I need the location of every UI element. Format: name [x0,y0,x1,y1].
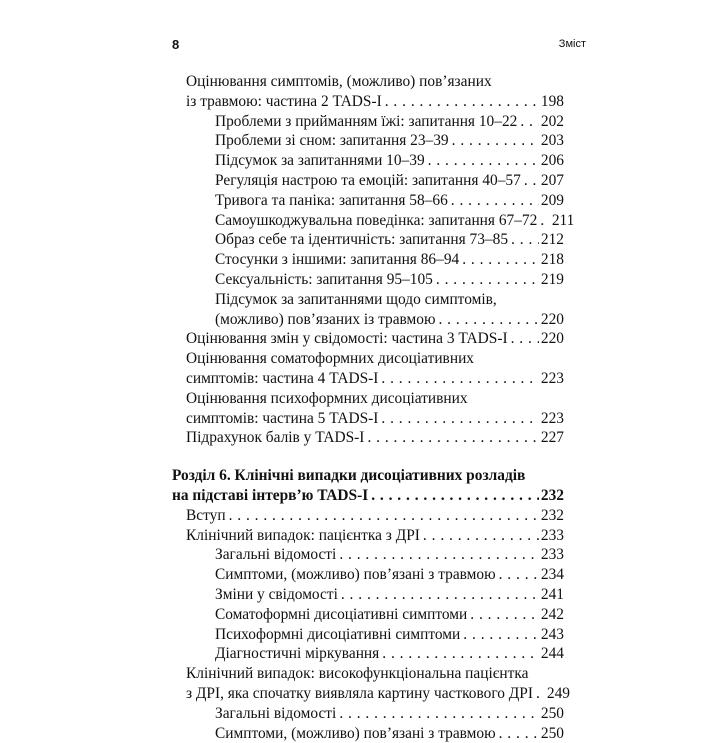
dot-leader [467,605,539,625]
toc-entry-final-line [215,585,564,605]
toc-entry-title-line: Зміни у свідомості [215,585,338,605]
toc-page-number: 223 [539,409,564,429]
dot-leader [378,369,539,389]
table-of-contents [172,72,564,743]
toc-entry-final-line [215,644,564,664]
toc-entry-title-line: Вступ [186,506,226,526]
dot-leader [226,506,539,526]
dot-leader [378,409,539,429]
toc-entry-title-line: Клінічний випадок: пацієнтка з ДРІ [186,526,420,546]
toc-entry-title-line: Симптоми, (можливо) пов’язані з травмою [215,724,496,743]
dot-leader [460,625,539,645]
toc-entry-final-line [215,310,564,330]
toc-entry-final-line [172,486,564,506]
toc-entry [172,329,564,349]
toc-entry-title-line: Симптоми, (можливо) пов’язані з травмою [215,565,496,585]
dot-leader [382,92,539,112]
toc-entry-final-line [215,565,564,585]
toc-chapter-entry [172,466,564,506]
dot-leader [425,151,539,171]
toc-page-number: 232 [539,506,564,526]
toc-page-number: 227 [539,428,564,448]
toc-entry [172,112,564,132]
toc-page-number: 250 [539,724,564,743]
toc-page-number: 249 [545,684,570,704]
toc-page-number: 232 [539,486,564,506]
toc-entry-final-line [186,409,564,429]
toc-entry [172,389,564,429]
toc-entry [172,724,564,743]
toc-entry-title-line: (можливо) пов’язаних із травмою [215,310,435,330]
dot-leader [521,171,539,191]
toc-entry-title-line: з ДРІ, яка спочатку виявляла картину часткового ДРІ [186,684,533,704]
toc-entry-title-line: Загальні відомості [215,704,336,724]
dot-leader [496,724,539,743]
toc-entry [172,704,564,724]
toc-entry [172,191,564,211]
toc-entry-title-line: Підсумок за запитаннями щодо симптомів, [215,290,564,310]
toc-page-number: 207 [539,171,564,191]
toc-entry-title-line: Оцінювання соматоформних дисоціативних [186,349,564,369]
toc-page-number: 233 [539,526,564,546]
dot-leader [496,565,539,585]
toc-entry [172,151,564,171]
toc-page-number: 250 [539,704,564,724]
toc-entry [172,349,564,389]
toc-entry-final-line [215,545,564,565]
toc-entry-title-line: симптомів: частина 5 TADS-I [186,409,378,429]
toc-entry [172,565,564,585]
dot-leader [435,310,539,330]
toc-entry-final-line [215,151,564,171]
toc-entry-final-line [215,625,564,645]
dot-leader [368,486,539,506]
toc-page-number: 243 [539,625,564,645]
toc-entry [172,230,564,250]
toc-entry-final-line [186,329,564,349]
toc-entry-title-line: із травмою: частина 2 TADS-I [186,92,382,112]
toc-entry-title-line: Загальні відомості [215,545,336,565]
toc-entry [172,131,564,151]
toc-entry-final-line [215,230,564,250]
toc-entry [172,250,564,270]
toc-page-number: 223 [539,369,564,389]
dot-leader [336,704,539,724]
dot-leader [508,329,539,349]
dot-leader [379,644,539,664]
toc-entry-title-line: Підрахунок балів у TADS-I [186,428,364,448]
toc-entry-final-line [215,171,564,191]
dot-leader [459,250,539,270]
toc-entry-final-line [215,724,564,743]
toc-entry-title-line: Тривога та паніка: запитання 58–66 [215,191,448,211]
toc-entry-title-line: Оцінювання симптомів, (можливо) пов’язаних [186,72,564,92]
toc-entry-title-line: симптомів: частина 4 TADS-I [186,369,378,389]
dot-leader [508,230,539,250]
dot-leader [537,211,549,231]
dot-leader [433,270,539,290]
toc-entry [172,605,564,625]
toc-entry-title-line: Самоушкоджувальна поведінка: запитання 67–72 [215,211,537,231]
dot-leader [338,585,539,605]
toc-entry-title-line: Діагностичні міркування [215,644,379,664]
dot-leader [336,545,539,565]
toc-entry-final-line [186,92,564,112]
toc-entry-title-line: Підсумок за запитаннями 10–39 [215,151,425,171]
toc-entry-final-line [215,250,564,270]
toc-entry-title-line: Сексуальність: запитання 95–105 [215,270,433,290]
toc-entry-final-line [186,526,564,546]
toc-entry-title-line: на підставі інтерв’ю TADS-I [172,486,368,506]
toc-entry-final-line [215,112,564,132]
toc-page-number: 212 [539,230,564,250]
dot-leader [448,191,539,211]
dot-leader [364,428,539,448]
toc-entry [172,526,564,546]
toc-entry-final-line [215,131,564,151]
toc-page-number: 220 [539,310,564,330]
toc-page-number: 242 [539,605,564,625]
toc-page-number: 206 [539,151,564,171]
toc-entry-final-line [215,211,564,231]
toc-page-number: 202 [539,112,564,132]
toc-page-number: 198 [539,92,564,112]
toc-entry [172,664,564,704]
toc-entry-title-line: Образ себе та ідентичність: запитання 73–85 [215,230,508,250]
toc-page-number: 209 [539,191,564,211]
toc-entry-title-line: Оцінювання психоформних дисоціативних [186,389,564,409]
toc-page-number: 203 [539,131,564,151]
page-number: 8 [172,37,179,52]
toc-entry [172,585,564,605]
toc-entry [172,506,564,526]
toc-page-number: 234 [539,565,564,585]
toc-entry [172,545,564,565]
toc-page-number: 219 [539,270,564,290]
toc-entry-final-line [186,428,564,448]
toc-entry-final-line [215,605,564,625]
toc-entry-title-line: Проблеми з прийманням їжі: запитання 10–22 [215,112,517,132]
toc-entry [172,72,564,112]
toc-entry-final-line [215,191,564,211]
toc-entry-final-line [186,684,564,704]
toc-page-number: 233 [539,545,564,565]
toc-page-number: 220 [539,329,564,349]
toc-entry-title-line: Соматоформні дисоціативні симптоми [215,605,467,625]
toc-page-number: 241 [539,585,564,605]
toc-entry [172,290,564,330]
toc-entry-title-line: Стосунки з іншими: запитання 86–94 [215,250,459,270]
dot-leader [449,131,539,151]
toc-entry-final-line [186,369,564,389]
toc-entry [172,211,564,231]
toc-entry [172,171,564,191]
toc-page-number: 244 [539,644,564,664]
toc-entry-title-line: Розділ 6. Клінічні випадки дисоціативних розладів [172,466,564,486]
toc-entry-final-line [215,704,564,724]
running-section-title: Зміст [559,38,586,50]
toc-page-number: 211 [549,211,574,231]
toc-entry-title-line: Регуляція настрою та емоцій: запитання 40–57 [215,171,521,191]
toc-page-number: 218 [539,250,564,270]
toc-entry-final-line [215,270,564,290]
running-head [172,34,586,54]
toc-entry-title-line: Проблеми зі сном: запитання 23–39 [215,131,449,151]
dot-leader [533,684,545,704]
toc-entry [172,625,564,645]
toc-entry-title-line: Оцінювання змін у свідомості: частина 3 TADS-I [186,329,508,349]
toc-entry [172,644,564,664]
toc-entry [172,428,564,448]
toc-entry-title-line: Психоформні дисоціативні симптоми [215,625,460,645]
toc-entry-final-line [186,506,564,526]
dot-leader [420,526,539,546]
dot-leader [517,112,539,132]
toc-entry-title-line: Клінічний випадок: високофункціональна пацієнтка [186,664,564,684]
toc-entry [172,270,564,290]
